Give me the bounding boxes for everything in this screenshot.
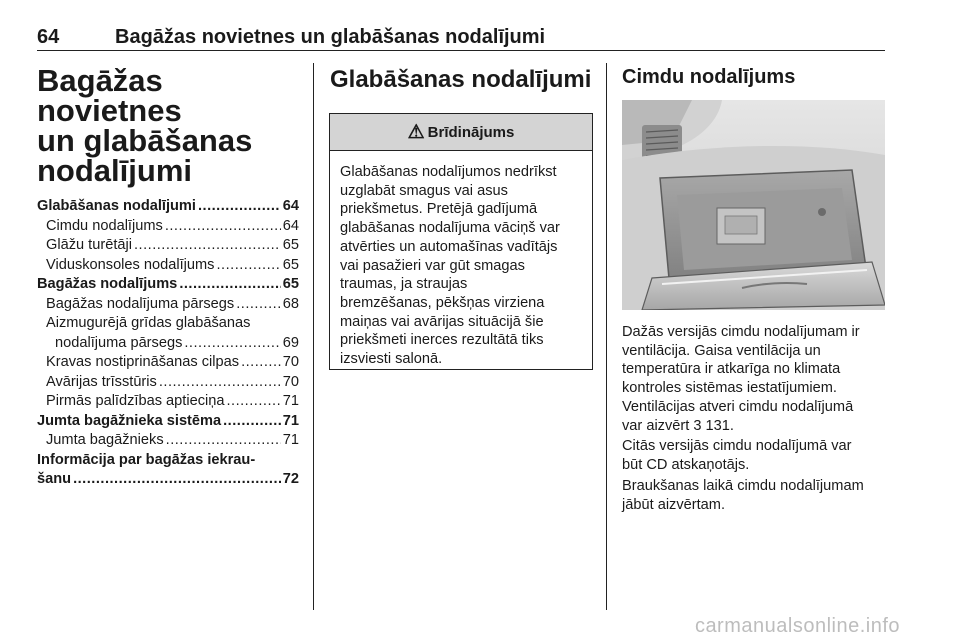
toc-entry-label: Glāžu turētāji [46, 237, 132, 253]
table-of-contents [37, 197, 299, 490]
text-line: traumas, ja straujas [340, 276, 468, 293]
toc-entry[interactable] [37, 392, 299, 412]
text-line: Glabāšanas nodalījumos nedrīkst [340, 164, 557, 180]
text-line: var aizvērt 3 131. [622, 417, 734, 434]
section-title-line: nodalījumi [37, 153, 192, 188]
running-title: Bagāžas novietnes un glabāšanas nodalījumi [115, 26, 546, 48]
glovebox-photo [622, 100, 885, 310]
paragraph [622, 323, 888, 435]
toc-entry-page: 65 [282, 256, 299, 273]
text-line: glabāšanas nodalījuma vāciņš var [340, 220, 560, 237]
toc-entry-page: 70 [282, 373, 299, 390]
toc-entry-page: 71 [282, 412, 299, 429]
text-line: maiņas vai avārijas situācijā šie [340, 313, 544, 330]
warning-icon: ⚠ [407, 121, 425, 143]
toc-entry[interactable] [37, 275, 299, 295]
text-line: jābūt aizvērtam. [622, 496, 726, 513]
toc-entry-label: Viduskonsoles nodalījums [46, 256, 215, 273]
toc-entry-label-line1[interactable]: Informācija par bagāžas iekrau- [37, 451, 256, 468]
toc-entry-page: 71 [282, 432, 299, 448]
glovebox-heading: Cimdu nodalījums [622, 66, 796, 88]
header-rule [37, 50, 885, 51]
toc-entry-page: 72 [282, 471, 299, 487]
toc-entry-page: 64 [282, 217, 299, 234]
text-line: būt CD atskaņotājs. [622, 456, 750, 473]
toc-entry[interactable] [37, 470, 299, 490]
warning-box [329, 113, 593, 370]
toc-entry[interactable] [37, 373, 299, 393]
toc-entry-page: 65 [282, 237, 299, 253]
toc-entry-label: Pirmās palīdzības aptieciņa [46, 393, 225, 409]
toc-entry-label: Bagāžas nodalījums [37, 276, 178, 292]
toc-entry-label: Avārijas trīsstūris [46, 373, 157, 390]
toc-entry[interactable] [37, 431, 299, 451]
text-line: priekšmeti inerces rezultātā tiks [340, 332, 544, 349]
warning-heading: Brīdinājums [427, 123, 515, 141]
text-line: izsviesti salonā. [340, 351, 443, 368]
paragraph [622, 477, 888, 514]
toc-entry[interactable] [37, 295, 299, 315]
toc-entry-page: 64 [282, 198, 299, 214]
text-line: temperatūra ir atkarīga no klimata [622, 361, 841, 378]
section-title-line: un glabāšanas [37, 123, 253, 158]
text-line: kontroles sistēmas iestatījumiem. [622, 380, 837, 397]
text-line: uzglabāt smagus vai asus [340, 182, 508, 199]
toc-entry-page: 69 [282, 334, 299, 351]
column-divider-1 [313, 63, 314, 610]
toc-entry[interactable] [37, 217, 299, 237]
toc-entry-label-line1[interactable]: Aizmugurējā grīdas glabāšanas [46, 315, 251, 331]
toc-entry-label: Cimdu nodalījums [46, 217, 163, 234]
page-header [37, 26, 885, 52]
toc-entry[interactable] [37, 334, 299, 354]
toc-entry[interactable] [37, 197, 299, 217]
toc-entry-label: Bagāžas nodalījuma pārsegs [46, 295, 235, 312]
toc-entry-page: 65 [282, 276, 299, 292]
toc-entry-page: 70 [282, 354, 299, 370]
toc-entry-label: Jumta bagāžnieka sistēma [37, 412, 222, 429]
page-number: 64 [37, 26, 60, 48]
warning-text [330, 151, 592, 369]
text-line: Braukšanas laikā cimdu nodalījumam [622, 478, 864, 494]
toc-entry-label: Jumta bagāžnieks [46, 432, 164, 448]
watermark: carmanualsonline.info [694, 615, 900, 637]
toc-entry-label: nodalījuma pārsegs [55, 334, 183, 351]
text-line: bremzēšanas, pēkšņas virziena [340, 294, 545, 311]
toc-entry-page: 68 [282, 295, 299, 312]
text-line: Citās versijās cimdu nodalījumā var [622, 438, 852, 454]
toc-entry-label: Glabāšanas nodalījumi [37, 198, 196, 214]
toc-entry[interactable] [37, 236, 299, 256]
warning-header [330, 114, 592, 151]
column-divider-2 [606, 63, 607, 610]
toc-entry[interactable] [37, 256, 299, 276]
toc-entry-label: šanu [37, 471, 72, 487]
text-line: Dažās versijās cimdu nodalījumam ir [622, 324, 860, 340]
text-line: vai pasažieri var gūt smagas [340, 257, 525, 274]
section-title [37, 63, 307, 188]
toc-entry-page: 71 [282, 393, 299, 409]
toc-entry-label: Kravas nostiprināšanas cilpas [46, 354, 240, 370]
text-line: priekšmetus. Pretējā gadījumā [340, 201, 538, 218]
section-title-line: Bagāžas novietnes [37, 63, 182, 128]
text-line: atvērties un automašīnas vadītājs [340, 238, 558, 255]
paragraph [622, 437, 888, 474]
toc-entry[interactable] [37, 353, 299, 373]
storage-compartments-heading: Glabāšanas nodalījumi [330, 66, 592, 93]
text-line: ventilācija. Gaisa ventilācija un [622, 342, 821, 359]
toc-entry[interactable] [37, 412, 299, 432]
text-line: Ventilācijas atveri cimdu nodalījumā [622, 398, 854, 415]
